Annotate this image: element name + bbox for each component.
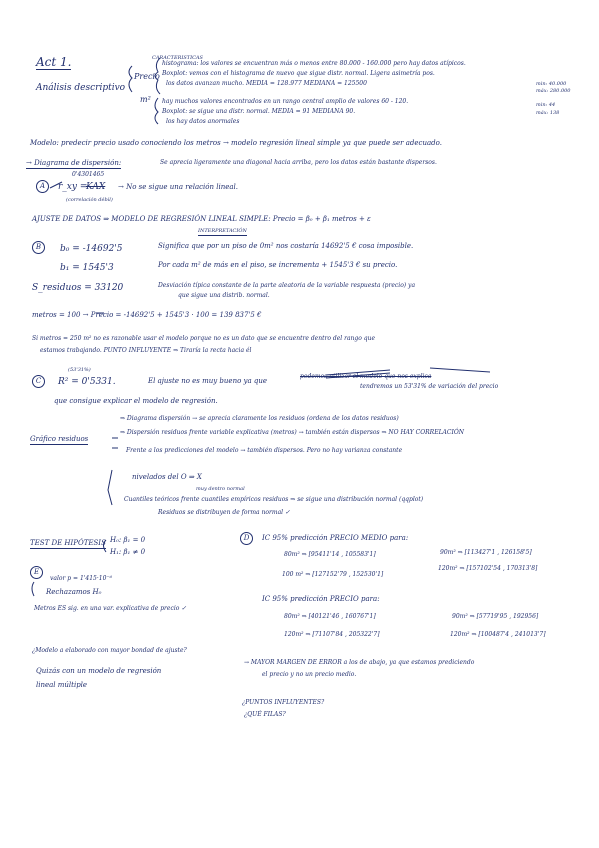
- item-marker-b: B: [32, 241, 45, 254]
- side-note-c: min: 44: [536, 102, 556, 108]
- r2-value: R² = 0'5331.: [58, 377, 116, 387]
- side-note-a: min: 40.000: [536, 81, 567, 87]
- b1-text: Por cada m² de más en el piso, se incrementa + 1545'3 € su precio.: [158, 261, 398, 269]
- residuos-label: Gráfico residuos: [30, 435, 89, 443]
- residuos-line-6: Residuos se distribuyen de forma normal ✓: [158, 509, 290, 516]
- sres-text-2: que sigue una distrib. normal.: [178, 292, 270, 299]
- b0-value: b₀ = -14692'5: [60, 244, 123, 254]
- mayor-line-2: el precio y no un precio medio.: [262, 671, 357, 678]
- interpretacion-label: INTERPRETACIÓN: [198, 228, 247, 234]
- reject-h0: Rechazamos H₀: [46, 588, 102, 596]
- precio-line-1: histograma: los valores se encuentran más o menos entre 80.000 - 160.000 pero hay datos atípicos.: [162, 60, 466, 67]
- dispersion-text: Se aprecia ligeramente una diagonal hacia arriba, pero los datos están bastante dispersos.: [160, 159, 437, 166]
- caracteristicas-label: CARACTERISTICAS: [152, 55, 203, 61]
- correlation-value: 0'4301465: [72, 171, 105, 178]
- question-2-line-2: lineal múltiple: [36, 681, 88, 689]
- m2-line-3: los hay datos anormales: [166, 118, 240, 125]
- hipotesis-title: TEST DE HIPÓTESIS: [30, 539, 106, 547]
- r2-line-2: que consigue explicar el modelo de regresión.: [54, 397, 218, 405]
- ic1-90: 90m² ⇒ [113427'1 , 126158'5]: [440, 549, 532, 556]
- question-influyentes: ¿PUNTOS INFLUYENTES?: [242, 699, 325, 706]
- item-marker-e: E: [30, 566, 43, 579]
- ajuste-title: AJUSTE DE DATOS ⇒ MODELO DE REGRESIÓN LINEAL SIMPLE: Precio = β₀ + β₁ metros + ε: [32, 215, 371, 223]
- m2-line-2: Boxplot: se sigue una distr. normal. MEDIA = 91 MEDIANA 90.: [162, 108, 356, 115]
- over250-line-2: estamos trabajando. PUNTO INFLUYENTE ⇒ Tiraría la recta hacia él: [40, 347, 252, 354]
- sres-text-1: Desviación típica constante de la parte aleatoria de la variable respuesta (precio) ya: [158, 282, 416, 289]
- residuos-line-4: nivelados del O ⇒ X: [132, 473, 202, 481]
- b0-text: Significa que por un piso de 0m² nos costaría 14692'5 € cosa imposible.: [158, 242, 414, 250]
- page-title: Act 1.: [36, 55, 72, 69]
- residuos-line-1: ⇒ Diagrama dispersión → se aprecia claramente los residuos (ordena de los datos residuos): [120, 415, 399, 422]
- item-marker-a: A: [36, 180, 49, 193]
- precio-label: Precio: [134, 72, 160, 81]
- question-filas: ¿QUÉ FILAS?: [244, 711, 286, 718]
- modelo-intro: Modelo: predecir precio usado conociendo los metros → modelo regresión lineal simple ya que puede ser adecuado.: [30, 139, 442, 147]
- question-1: ¿Modelo a elaborado con mayor bondad de ajuste?: [32, 647, 187, 654]
- m2-line-1: hay muchos valores encontrados en un rango central amplio de valores 60 - 120.: [162, 98, 409, 105]
- question-2-line-1: Quizás con un modelo de regresión: [36, 667, 162, 675]
- correlation-expr: r_xy =: [58, 182, 88, 192]
- ic2-120: 120m² ⇒ [100487'4 , 241013'7]: [450, 631, 546, 638]
- precio-line-3: los datos avanzan mucho. MEDIA = 128.977 MEDIANA = 125500: [166, 80, 367, 87]
- residuos-line-3: Frente a los predicciones del modelo → también dispersos. Pero no hay varianza constante: [126, 447, 403, 454]
- mayor-line-1: → MAYOR MARGEN DE ERROR a los de abajo, ya que estamos prediciendo: [244, 659, 475, 666]
- residuos-line-5: Cuantiles teóricos frente cuantiles empíricos residuos ⇒ se sigue una distribución normal (qqplot): [124, 496, 424, 503]
- ic2-title: IC 95% predicción PRECIO para:: [262, 595, 380, 603]
- ic1-120: 120m² ⇒ [157102'54 , 170313'8]: [438, 565, 538, 572]
- pvalue: valor p = 1'415·10⁻⁶: [50, 575, 112, 582]
- m2-label: m²: [140, 95, 151, 104]
- ic1-100: 100 m² ⇒ [127152'79 , 152530'1]: [282, 571, 384, 578]
- ic1-80: 80m² ⇒ [95411'14 , 105583'1]: [284, 551, 376, 558]
- item-marker-c: C: [32, 375, 45, 388]
- side-note-b: máx: 280.000: [536, 88, 571, 94]
- ic2-80: 80m² ⇒ [40121'46 , 160767'1]: [284, 613, 376, 620]
- correlation-note: → No se sigue una relación lineal.: [118, 183, 238, 191]
- precio-line-2: Boxplot: vemos con el histograma de nuevo que sigue distr. normal. Ligera asimetría pos.: [162, 70, 435, 77]
- item-marker-d: D: [240, 532, 253, 545]
- hipotesis-conclusion: Metros ES sig. en una var. explicativa de precio ✓: [34, 605, 187, 612]
- h0: H₀: β₁ = 0: [110, 536, 146, 544]
- sres-value: S_residuos = 33120: [32, 283, 124, 293]
- ic2-100: 120m² ⇒ [71107'84 , 205322'7]: [284, 631, 380, 638]
- residuos-line-2: ⇒ Dispersión residuos frente variable explicativa (metros) → también están dispersos ⇒ NO HAY CORRELACIÓN: [120, 429, 465, 436]
- prediction-line: metros = 100 → Precio = -14692'5 + 1545'3 · 100 = 139 837'5 €: [32, 311, 262, 319]
- ic1-title: IC 95% predicción PRECIO MEDIO para:: [262, 534, 409, 542]
- r2-side: tendremos un 53'31% de variación del precio: [360, 383, 499, 390]
- ic2-90: 90m² ⇒ [57719'95 , 192956]: [452, 613, 539, 620]
- over250-line-1: Si metros = 250 m² no es razonable usar el modelo porque no es un dato que se encuentre dentro del rango que: [32, 335, 376, 342]
- side-note-d: máx: 138: [536, 110, 560, 116]
- r2-text: El ajuste no es muy bueno ya que: [148, 377, 267, 385]
- b1-value: b₁ = 1545'3: [60, 263, 114, 273]
- dispersion-label: → Diagrama de dispersión:: [26, 159, 122, 167]
- r2-struck: podemos utilizar el modelo que nos explica: [300, 373, 432, 380]
- correlation-struck: KAX: [86, 182, 106, 192]
- correlation-sub: (correlación débil): [66, 197, 113, 203]
- r2-small: (53'31%): [68, 367, 91, 373]
- section-subtitle: Análisis descriptivo: [36, 83, 126, 93]
- residuos-line-4-sub: muy dentro normal: [196, 486, 245, 492]
- h1: H₁: β₁ ≠ 0: [110, 548, 146, 556]
